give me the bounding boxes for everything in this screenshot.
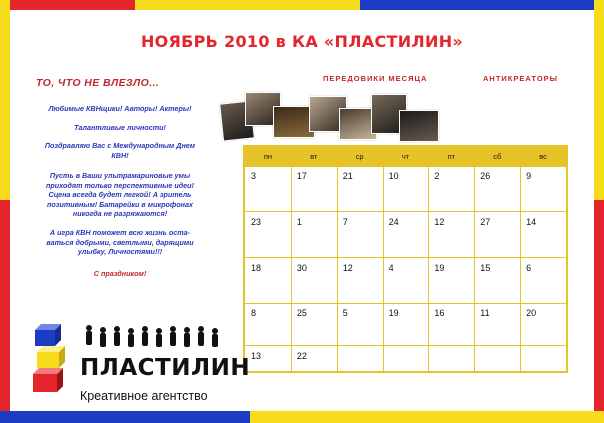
band-top-blue <box>360 0 604 10</box>
greeting-paragraph-4: Пусть в Ваши ультрамариновые умы приходят только перспективные идеи! Сцена всегда будет легкой! А зритель позитивным! Батарейки в микрофонах никогда не разряжаются! <box>46 171 194 218</box>
day-cell: 9 <box>526 171 532 181</box>
day-cell: 11 <box>480 308 490 318</box>
day-cell: 16 <box>434 308 445 318</box>
weekday-mon: пн <box>263 152 273 161</box>
band-right-yellow <box>594 0 604 200</box>
day-cell: 12 <box>434 217 445 227</box>
day-cell: 1 <box>296 217 302 227</box>
band-top-red <box>0 0 135 10</box>
day-cell: 23 <box>251 217 262 227</box>
day-cell: 2 <box>434 171 440 181</box>
photo-collage <box>221 92 439 152</box>
anti-creators-heading: АНТИКРЕАТОРЫ <box>483 74 559 83</box>
day-cell: 20 <box>526 308 537 318</box>
grid-vline <box>520 147 521 371</box>
weekday-tue: вт <box>310 152 318 161</box>
day-cell: 8 <box>251 308 257 318</box>
grid-hline <box>245 303 566 304</box>
grid-vline <box>291 147 292 371</box>
day-cell: 18 <box>251 263 262 273</box>
grid-hline <box>245 211 566 212</box>
weekday-sun: вс <box>539 152 547 161</box>
greeting-paragraph-5: А игра КВН поможет всю жизнь оста- ваться добрыми, светлыми, дарящими улыбку, Личностями!!! <box>46 228 194 256</box>
band-right-red <box>594 200 604 423</box>
band-left-red <box>0 200 10 423</box>
logo-wordmark: ПЛАСТИЛИН <box>80 355 251 381</box>
day-cell: 12 <box>342 263 353 273</box>
day-cell: 6 <box>526 263 532 273</box>
greeting-line-1: Любимые КВНщики! Авторы! Актеры! <box>48 104 192 113</box>
day-cell: 30 <box>296 263 307 273</box>
logo-subtitle: Креативное агентство <box>80 389 208 403</box>
page-title: НОЯБРЬ 2010 в КА «ПЛАСТИЛИН» <box>140 32 464 51</box>
day-cell: 19 <box>434 263 445 273</box>
day-cell: 24 <box>388 217 399 227</box>
weekday-fri: пт <box>447 152 456 161</box>
left-column-title: ТО, ЧТО НЕ ВЛЕЗЛО... <box>36 77 160 89</box>
day-cell: 7 <box>342 217 348 227</box>
band-left-yellow <box>0 0 10 200</box>
grid-hline <box>245 345 566 346</box>
weekday-wed: ср <box>355 152 364 161</box>
day-cell: 5 <box>342 308 348 318</box>
day-cell: 26 <box>480 171 491 181</box>
photo-7 <box>399 110 439 142</box>
greeting-line-2: Талантливые личности! <box>74 123 166 132</box>
day-cell: 4 <box>388 263 394 273</box>
day-cell: 25 <box>296 308 307 318</box>
day-cell: 21 <box>342 171 353 181</box>
weekday-thu: чт <box>401 152 410 161</box>
leaders-heading: ПЕРЕДОВИКИ МЕСЯЦА <box>323 74 428 83</box>
grid-vline <box>383 147 384 371</box>
day-cell: 10 <box>388 171 399 181</box>
grid-vline <box>428 147 429 371</box>
day-cell: 19 <box>388 308 399 318</box>
grid-vline <box>337 147 338 371</box>
grid-vline <box>474 147 475 371</box>
day-cell: 17 <box>296 171 307 181</box>
day-cell: 3 <box>251 171 257 181</box>
band-top-yellow <box>135 0 360 10</box>
band-bottom-yellow <box>250 411 604 423</box>
greeting-closing: С праздником! <box>93 269 147 278</box>
day-cell: 13 <box>251 351 262 361</box>
band-bottom-blue <box>0 411 250 423</box>
calendar-grid <box>243 145 568 373</box>
grid-hline <box>245 257 566 258</box>
weekday-sat: сб <box>493 152 502 161</box>
greeting-paragraph-3: Поздравляю Вас с Международным Днем КВН! <box>44 141 196 160</box>
day-cell: 27 <box>480 217 491 227</box>
day-cell: 14 <box>526 217 537 227</box>
day-cell: 15 <box>480 263 491 273</box>
day-cell: 22 <box>296 351 307 361</box>
